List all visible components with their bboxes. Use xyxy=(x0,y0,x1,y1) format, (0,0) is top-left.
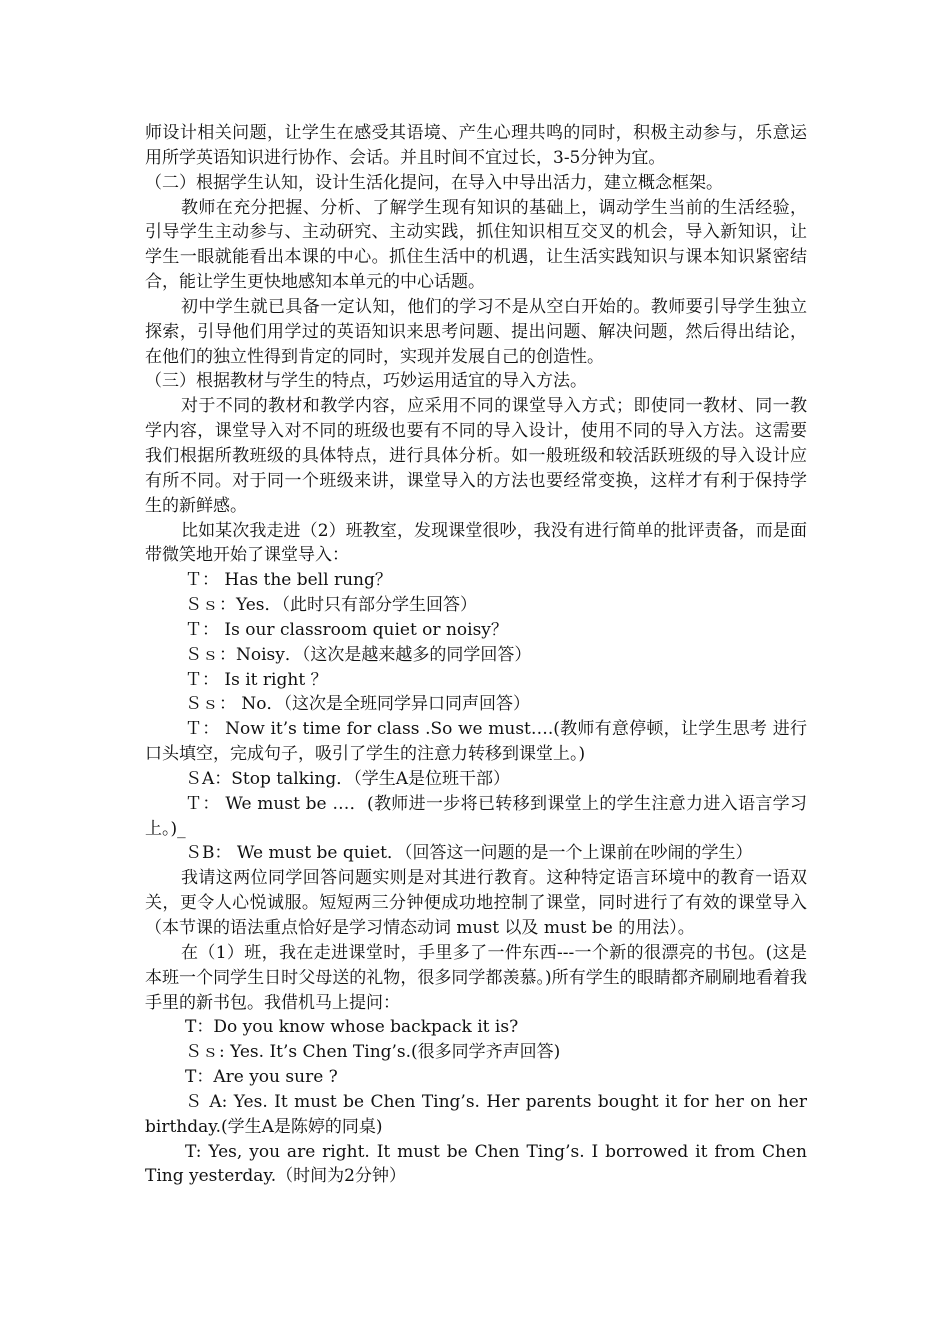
dialog-line: ＳA：Stop talking．（学生A是位班干部） xyxy=(185,768,511,789)
paragraph: 教师在充分把握、分析、了解学生现有知识的基础上，调动学生当前的生活经验，引导学生主动参与、主动研究、主动实践，抓住知识相互交叉的机会，导入新知识，让学生一眼就能看出本课的中心。抓住生活中的机遇，让生活实践知识与课本知识紧密结合，能让学生更快地感知本单元的中心话题。 xyxy=(145,197,807,293)
dialog-line: T: Yes, you are right. It must be Chen Ting’s. I borrowed it from Chen Ting yesterday.（时间为2分钟） xyxy=(145,1141,807,1187)
dialog-line: Ｓｓ: Yes. It’s Chen Ting’s.(很多同学齐声回答) xyxy=(185,1042,561,1063)
paragraph: 在（1）班，我在走进课堂时，手里多了一件东西---一个新的很漂亮的书包。(这是本班一个同学生日时父母送的礼物，很多同学都羡慕。)所有学生的眼睛都齐刷刷地看着我手里的新书包。我借机马上提问： xyxy=(145,942,807,1013)
paragraph: 比如某次我走进（2）班教室，发现课堂很吵，我没有进行简单的批评责备，而是面带微笑地开始了课堂导入： xyxy=(145,520,807,566)
dialog-line: ＳB： We must be quiet．（回答这一问题的是一个上课前在吵闹的学生） xyxy=(185,843,753,864)
dialog-line: Ｓｓ： No．（这次是全班同学异口同声回答） xyxy=(185,694,531,715)
dialog-line: Ｔ： Now it’s time for class .So we must….(教师有意停顿，让学生思考 进行口头填空，完成句子，吸引了学生的注意力转移到课堂上。) xyxy=(145,719,807,765)
dialog-line: Ｔ： We must be …．(教师进一步将已转移到课堂上的学生注意力进入语言学习上。)_ xyxy=(145,793,807,839)
section-heading-2: （二）根据学生认知，设计生活化提问，在导入中导出活力，建立概念框架。 xyxy=(145,172,723,193)
dialog-line: Ｔ： Has the bell rung？ xyxy=(185,570,392,591)
paragraph: 对于不同的教材和教学内容，应采用不同的课堂导入方式；即使同一教材、同一教学内容，课堂导入对不同的班级也要有不同的导入设计，使用不同的导入方法。这需要我们根据所教班级的具体特点，进行具体分析。如一般班级和较活跃班级的导入设计应有所不同。对于同一个班级来讲，课堂导入的方法也要经常变换，这样才有利于保持学生的新鲜感。 xyxy=(145,396,807,516)
dialog-line: Ｓ A: Yes. It must be Chen Ting’s. Her parents bought it for her on her birthday.(学生A是陈婷的同桌) xyxy=(145,1091,807,1137)
paragraph-continued: 师设计相关问题，让学生在感受其语境、产生心理共鸣的同时，积极主动参与，乐意运用所学英语知识进行协作、会话。并且时间不宜过长，3-5分钟为宜。 xyxy=(145,123,807,168)
document-body xyxy=(145,121,807,1189)
section-heading-3: （三）根据教材与学生的特点，巧妙运用适宜的导入方法。 xyxy=(145,371,587,392)
dialog-line: T：Are you sure ? xyxy=(185,1067,338,1088)
paragraph: 我请这两位同学回答问题实则是对其进行教育。这种特定语言环境中的教育一语双关，更令人心悦诚服。短短两三分钟便成功地控制了课堂，同时进行了有效的课堂导入（本节课的语法重点恰好是学习情态动词 must 以及 must be 的用法）。 xyxy=(145,868,807,938)
dialog-line: Ｔ： Is our classroom quiet or noisy？ xyxy=(185,619,508,640)
paragraph: 初中学生就已具备一定认知，他们的学习不是从空白开始的。教师要引导学生独立探索，引导他们用学过的英语知识来思考问题、提出问题、解决问题，然后得出结论，在他们的独立性得到肯定的同时，实现并发展自己的创造性。 xyxy=(145,296,807,367)
dialog-line: T：Do you know whose backpack it is? xyxy=(185,1017,519,1038)
dialog-line: Ｓｓ：Yes．（此时只有部分学生回答） xyxy=(185,595,478,616)
dialog-line: Ｔ： Is it right ？ xyxy=(185,669,328,690)
dialog-line: Ｓｓ：Noisy．（这次是越来越多的同学回答） xyxy=(185,644,532,665)
